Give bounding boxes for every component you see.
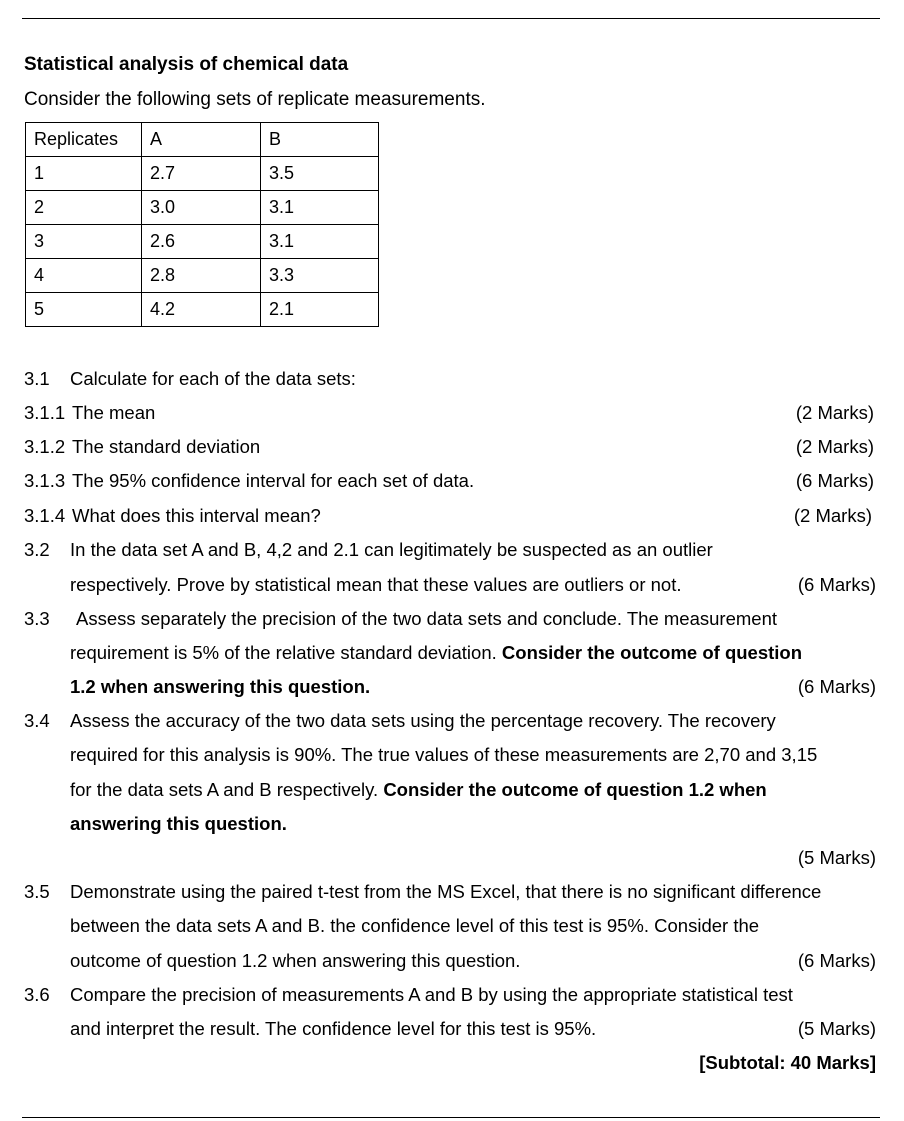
table-cell: 3.5 <box>261 157 379 191</box>
replicate-table <box>25 122 379 327</box>
question-text: Calculate for each of the data sets: <box>70 368 356 389</box>
header-cell: A <box>142 123 261 157</box>
question-text: outcome of question 1.2 when answering this question. <box>70 950 521 971</box>
table-cell: 2.6 <box>142 225 261 259</box>
question-text <box>70 642 802 664</box>
table-cell: 3.1 <box>261 191 379 225</box>
table-cell: 3.1 <box>261 225 379 259</box>
question-number: 3.1 <box>24 368 50 389</box>
table-cell: 3 <box>26 225 142 259</box>
marks-label: (6 Marks) <box>795 470 874 491</box>
question-number: 3.2 <box>24 539 50 560</box>
section-title: Statistical analysis of chemical data <box>24 54 349 75</box>
top-divider <box>22 18 880 19</box>
marks-label: (5 Marks) <box>797 1018 876 1039</box>
question-number: 3.5 <box>24 881 50 902</box>
marks-label: (6 Marks) <box>797 676 876 697</box>
question-number: 3.1.4 <box>24 505 66 526</box>
question-text: between the data sets A and B. the confidence level of this test is 95%. Consider the <box>70 915 760 936</box>
table-cell: 2.7 <box>142 157 261 191</box>
marks-label: (6 Marks) <box>797 574 876 595</box>
table-cell: 4 <box>26 259 142 293</box>
question-text: What does this interval mean? <box>72 505 321 526</box>
intro-text: Consider the following sets of replicate measurements. <box>24 89 486 110</box>
question-text-bold: 1.2 when answering this question. <box>70 676 371 697</box>
question-number: 3.6 <box>24 984 50 1005</box>
table-row <box>26 157 379 191</box>
table-row <box>26 191 379 225</box>
question-text-plain: requirement is 5% of the relative standard deviation. <box>70 642 497 663</box>
marks-label: (6 Marks) <box>797 950 876 971</box>
header-cell: Replicates <box>26 123 142 157</box>
question-text-bold: answering this question. <box>70 813 287 834</box>
question-number: 3.1.2 <box>24 436 66 457</box>
table-cell: 5 <box>26 293 142 327</box>
marks-label: (2 Marks) <box>795 436 874 457</box>
question-text: The mean <box>72 402 156 423</box>
question-text: required for this analysis is 90%. The true values of these measurements are 2,70 and 3,15 <box>70 744 818 765</box>
table-cell: 2.8 <box>142 259 261 293</box>
question-number: 3.3 <box>24 608 50 629</box>
question-number: 3.4 <box>24 710 50 731</box>
question-text: The standard deviation <box>72 436 261 457</box>
question-text: respectively. Prove by statistical mean that these values are outliers or not. <box>70 574 682 595</box>
table-cell: 3.0 <box>142 191 261 225</box>
question-text: Assess the accuracy of the two data sets using the percentage recovery. The recovery <box>70 710 776 731</box>
table-cell: 1 <box>26 157 142 191</box>
bottom-divider <box>22 1117 880 1118</box>
question-text <box>70 779 767 801</box>
question-text: The 95% confidence interval for each set of data. <box>72 470 475 491</box>
table-cell: 2.1 <box>261 293 379 327</box>
table-row <box>26 293 379 327</box>
marks-label: (2 Marks) <box>793 505 872 526</box>
marks-label: (5 Marks) <box>797 847 876 868</box>
question-number: 3.1.1 <box>24 402 66 423</box>
table-cell: 4.2 <box>142 293 261 327</box>
question-text: In the data set A and B, 4,2 and 2.1 can legitimately be suspected as an outlier <box>70 539 713 560</box>
question-number: 3.1.3 <box>24 470 66 491</box>
question-text-plain: for the data sets A and B respectively. <box>70 779 379 800</box>
header-cell: B <box>261 123 379 157</box>
question-text: Compare the precision of measurements A and B by using the appropriate statistical test <box>70 984 793 1005</box>
question-text-bold: Consider the outcome of question 1.2 when <box>383 779 767 800</box>
question-text: and interpret the result. The confidence level for this test is 95%. <box>70 1018 597 1039</box>
table-row <box>26 259 379 293</box>
question-text-bold: Consider the outcome of question <box>501 642 803 663</box>
table-cell: 2 <box>26 191 142 225</box>
marks-label: (2 Marks) <box>795 402 874 423</box>
table-header-row <box>26 123 379 157</box>
question-text: Demonstrate using the paired t-test from the MS Excel, that there is no significant difference <box>70 881 822 902</box>
subtotal-label: [Subtotal: 40 Marks] <box>699 1052 876 1073</box>
question-text: Assess separately the precision of the two data sets and conclude. The measurement <box>76 608 777 629</box>
table-row <box>26 225 379 259</box>
table-cell: 3.3 <box>261 259 379 293</box>
